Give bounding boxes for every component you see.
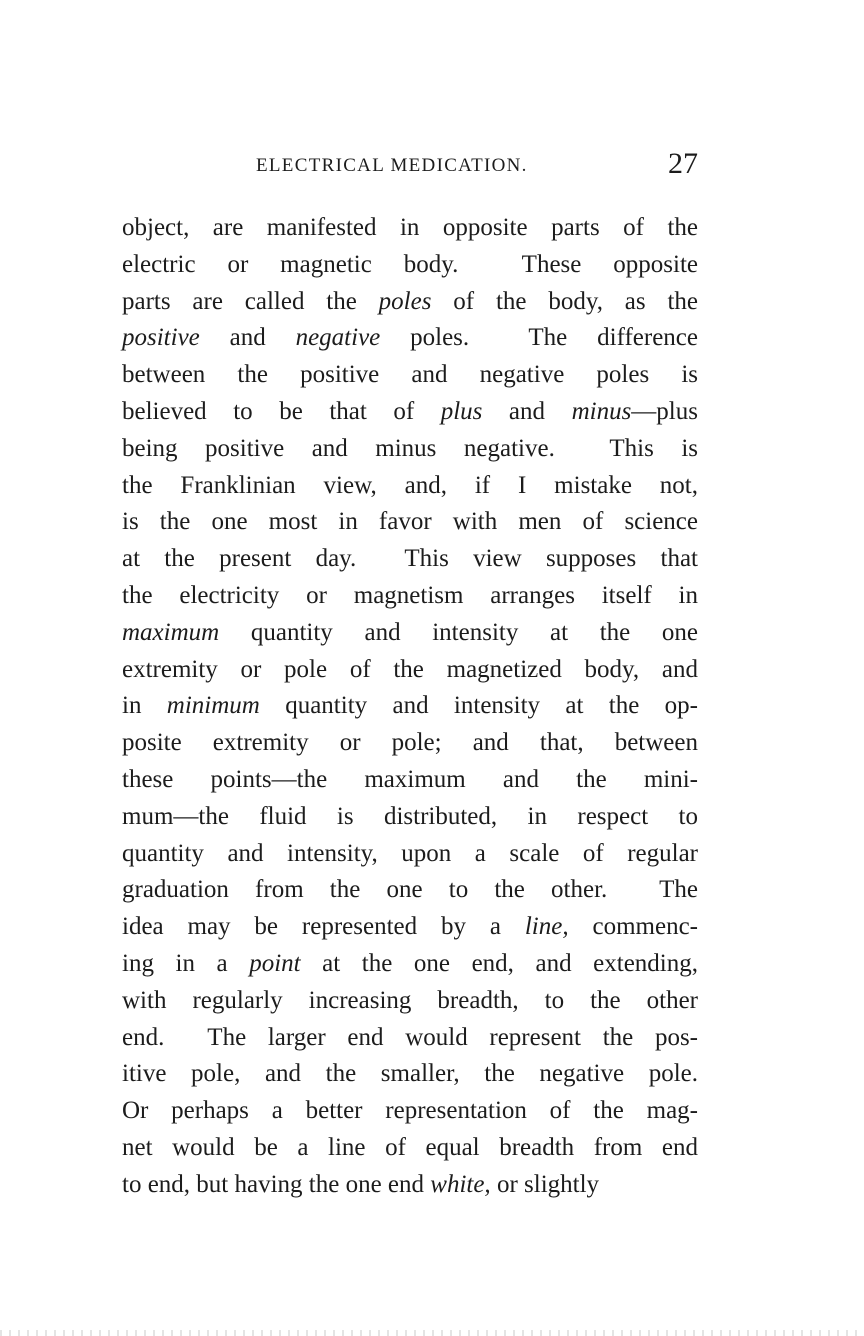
text-line <box>122 1093 698 1130</box>
text-segment: with regularly increasing breadth, to the other <box>122 986 698 1014</box>
text-segment: quantity and intensity at the one <box>219 618 698 646</box>
text-line <box>122 615 698 652</box>
text-line <box>122 541 698 578</box>
text-line <box>122 688 698 725</box>
italic-word: plus <box>440 397 483 425</box>
text-segment: between the positive and negative poles is <box>122 361 698 389</box>
text-line <box>122 1167 698 1204</box>
text-segment: is the one most in favor with men of science <box>122 508 698 536</box>
text-segment: in <box>122 692 167 720</box>
text-line <box>122 872 698 909</box>
text-segment: and <box>482 397 572 425</box>
italic-word: white, <box>430 1170 491 1198</box>
italic-word: minus <box>571 397 632 425</box>
text-line <box>122 247 698 284</box>
text-segment: posite extremity or pole; and that, between <box>122 729 698 757</box>
italic-word: maximum <box>122 618 220 646</box>
text-segment: quantity and intensity, upon a scale of regular <box>122 839 698 867</box>
text-segment: parts are called the <box>122 287 379 315</box>
text-line <box>122 431 698 468</box>
text-line <box>122 836 698 873</box>
text-segment: at the present day. This view supposes that <box>122 545 698 573</box>
text-segment: electric or magnetic body. These opposite <box>122 250 698 278</box>
text-line <box>122 725 698 762</box>
text-line <box>122 320 698 357</box>
italic-word: negative <box>295 324 381 352</box>
text-segment: the Franklinian view, and, if I mistake not, <box>122 471 698 499</box>
text-line <box>122 284 698 321</box>
text-segment: graduation from the one to the other. The <box>122 876 698 904</box>
text-line <box>122 946 698 983</box>
text-segment: mum—the fluid is distributed, in respect to <box>122 802 698 830</box>
text-segment: being positive and minus negative. This is <box>122 434 698 462</box>
text-segment: quantity and intensity at the op- <box>259 692 698 720</box>
running-head <box>122 147 698 187</box>
text-segment: believed to be that of <box>122 397 441 425</box>
text-line <box>122 983 698 1020</box>
text-segment: —plus <box>631 397 698 425</box>
running-title: ELECTRICAL MEDICATION. <box>256 155 528 176</box>
text-segment: the electricity or magnetism arranges itself in <box>122 581 698 609</box>
text-segment: poles. The difference <box>380 324 698 352</box>
text-line <box>122 357 698 394</box>
text-line <box>122 504 698 541</box>
scan-edge-marks <box>0 1330 864 1336</box>
italic-word: minimum <box>166 692 260 720</box>
italic-word: line, <box>524 913 569 941</box>
text-segment: extremity or pole of the magnetized body, and <box>122 655 698 683</box>
body-text <box>122 210 698 1204</box>
text-line <box>122 468 698 505</box>
text-segment: at the one end, and extending, <box>300 949 698 977</box>
text-line <box>122 578 698 615</box>
text-segment: object, are manifested in opposite parts of the <box>122 214 698 241</box>
italic-word: poles <box>378 287 432 315</box>
text-segment: itive pole, and the smaller, the negative pole. <box>122 1060 698 1088</box>
text-line <box>122 1056 698 1093</box>
text-segment: of the body, as the <box>431 287 698 315</box>
text-segment: or slightly <box>490 1170 600 1198</box>
text-line <box>122 652 698 689</box>
text-line <box>122 799 698 836</box>
text-line <box>122 1020 698 1057</box>
text-segment: commenc- <box>568 913 698 941</box>
text-segment: Or perhaps a better representation of the mag- <box>122 1097 698 1125</box>
text-line <box>122 210 698 247</box>
text-segment: net would be a line of equal breadth from end <box>122 1133 698 1161</box>
text-line <box>122 909 698 946</box>
text-line <box>122 762 698 799</box>
text-segment: and <box>199 324 296 352</box>
italic-word: point <box>249 949 301 977</box>
text-segment: these points—the maximum and the mini- <box>122 765 698 793</box>
page-number: 27 <box>668 147 698 180</box>
text-segment: idea may be represented by a <box>122 913 525 941</box>
text-line <box>122 394 698 431</box>
text-line <box>122 1130 698 1167</box>
text-segment: end. The larger end would represent the pos- <box>122 1023 698 1051</box>
italic-word: positive <box>122 324 200 352</box>
text-segment: ing in a <box>122 949 250 977</box>
text-segment: to end, but having the one end <box>122 1170 431 1198</box>
